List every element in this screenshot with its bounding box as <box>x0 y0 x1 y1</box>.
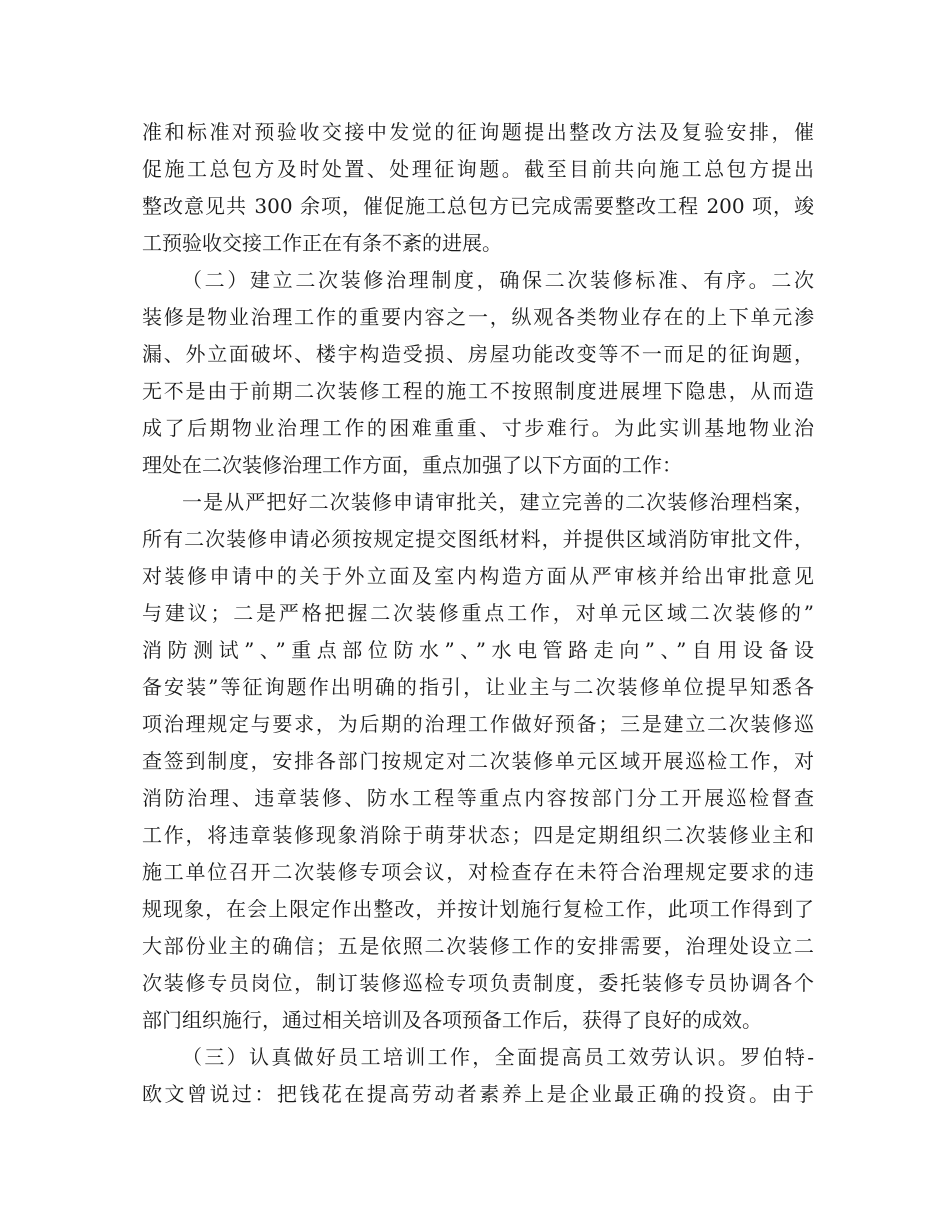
text-line: 工作，将违章装修现象消除于萌芽状态；四是定期组织二次装修业主和 <box>142 823 814 847</box>
text-line: 规现象，在会上限定作出整改，并按计划施行复检工作，此项工作得到了 <box>142 897 814 921</box>
text-line: 理处在二次装修治理工作方面，重点加强了以下方面的工作： <box>142 453 682 477</box>
text-line: 成了后期物业治理工作的困难重重、寸步难行。为此实训基地物业治 <box>142 416 814 440</box>
text-line: 装修是物业治理工作的重要内容之一，纵观各类物业存在的上下单元渗 <box>142 305 814 329</box>
text-line: 促施工总包方及时处置、处理征询题。截至目前共向施工总包方提出 <box>142 157 814 181</box>
text-line: 次装修专员岗位，制订装修巡检专项负责制度，委托装修专员协调各个 <box>142 971 814 995</box>
text-line: 备安装”等征询题作出明确的指引，让业主与二次装修单位提早知悉各 <box>142 675 814 699</box>
text-line: 整改意见共 300 余项，催促施工总包方已完成需要整改工程 200 项，竣 <box>142 194 814 218</box>
paragraph-heading-line: （三）认真做好员工培训工作，全面提高员工效劳认识。罗伯特- <box>182 1045 814 1069</box>
text-line: 无不是由于前期二次装修工程的施工不按照制度进展埋下隐患，从而造 <box>142 379 814 403</box>
text-line: 漏、外立面破坏、楼宇构造受损、房屋功能改变等不一而足的征询题， <box>142 342 814 366</box>
text-line: 对装修申请中的关于外立面及室内构造方面从严审核并给出审批意见 <box>142 564 814 588</box>
paragraph-heading-line: （二）建立二次装修治理制度，确保二次装修标准、有序。二次 <box>182 268 814 292</box>
text-line: 大部份业主的确信；五是依照二次装修工作的安排需要，治理处设立二 <box>142 934 814 958</box>
text-line: 消防治理、违章装修、防水工程等重点内容按部门分工开展巡检督查 <box>142 786 814 810</box>
text-line: 项治理规定与要求，为后期的治理工作做好预备；三是建立二次装修巡 <box>142 712 814 736</box>
document-page <box>142 114 814 1113</box>
text-line: 部门组织施行，通过相关培训及各项预备工作后，获得了良好的成效。 <box>142 1008 762 1032</box>
paragraph-start-line: 一是从严把好二次装修申请审批关，建立完善的二次装修治理档案， <box>182 490 814 514</box>
text-line: 欧文曾说过：把钱花在提高劳动者素养上是企业最正确的投资。由于 <box>142 1082 814 1106</box>
text-line: 查签到制度，安排各部门按规定对二次装修单元区域开展巡检工作，对 <box>142 749 814 773</box>
text-line: 工预验收交接工作正在有条不紊的进展。 <box>142 231 502 255</box>
text-line: 消防测试”、”重点部位防水”、”水电管路走向”、”自用设备设 <box>142 638 814 662</box>
text-line: 与建议；二是严格把握二次装修重点工作，对单元区域二次装修的” <box>142 601 814 625</box>
text-line: 施工单位召开二次装修专项会议，对检查存在未符合治理规定要求的违 <box>142 860 814 884</box>
text-line: 所有二次装修申请必须按规定提交图纸材料，并提供区域消防审批文件， <box>142 527 814 551</box>
text-line: 准和标准对预验收交接中发觉的征询题提出整改方法及复验安排，催 <box>142 120 814 144</box>
